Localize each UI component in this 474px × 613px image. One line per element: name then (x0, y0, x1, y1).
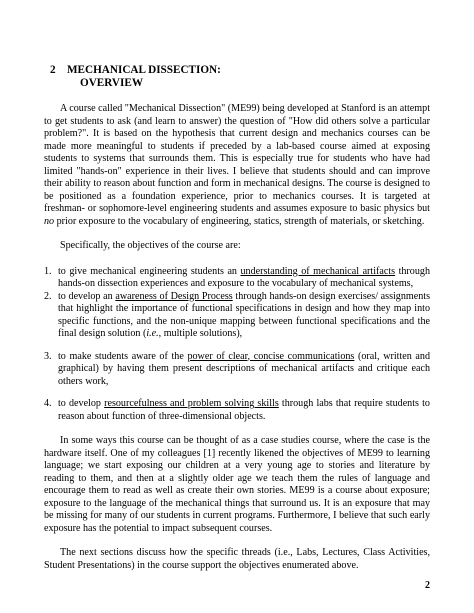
item-text: to make students aware of the (58, 350, 188, 362)
item-underlined: power of clear, concise communications (187, 350, 355, 362)
objectives-lead: Specifically, the objectives of the course are: (60, 240, 241, 251)
item-text: through labs that require students to reason about function of three-dimensional objects. (58, 398, 430, 422)
page-number: 2 (425, 580, 430, 591)
section-number: 2 (50, 64, 56, 76)
case-study-paragraph: In some ways this course can be thought of as a case studies course, where the case is the hardware itself. One of my colleagues [1] recently likened the objectives of ME99 to learning language; we start exposing our children at a very young age to stories and literature by reading to them, and then at a slightly older age we teach them the rules of language and encourage them to read as well as create their own stories. ME99 is a course about exposure; exposure to the language of the mechanical things that surround us. It is an exposure that may be missing for many of our students in current programs. Furthermore, I believe that such early exposure has the potential to impact subsequent courses. (44, 435, 430, 534)
intro-text-a: A course called "Mechanical Dissection" (ME99) being developed at Stanford is an attempt to get students to ask (and learn to answer) the question of "How did others solve a particular problem?". It is based on the hypothesis that current design and mechanics courses can be made more meaningful to students if preceded by a lab-based course aimed at exposing students to systems that surrounds them. This is especially true for students who have had limited "hands-on" experience in their lives. I believe that students should and can improve their ability to reason about function and form in mechanical designs. The course is designed to be positioned as a foundation experience, prior to mechanics courses. It is targeted at freshman- or sophomore-level engineering students and assumes exposure to basic physics but (44, 103, 430, 214)
objectives-list (44, 266, 430, 424)
item-text: through hands-on dissection experiences and exposure to the vocabulary of mechanical systems, (58, 265, 430, 289)
section-heading (50, 64, 430, 90)
list-item-number: 3. (44, 350, 52, 362)
list-item-number: 2. (44, 290, 52, 302)
item-underlined: resourcefulness and problem solving skills (104, 398, 279, 409)
list-item (44, 398, 430, 423)
intro-emphasis: no (44, 215, 55, 227)
list-item (44, 266, 430, 291)
list-item-number: 4. (44, 398, 52, 409)
item-text: to develop (58, 398, 105, 409)
list-item-text (58, 291, 430, 341)
list-item-text (58, 398, 430, 423)
list-item-number: 1. (44, 265, 52, 277)
item-emphasis: i.e. (146, 328, 159, 339)
item-text: through hands-on design exercises/ assignments that highlight the importance of functional specifications in design and how they map into specific functions, and the non-unique mapping between functional specifications and the final design solution ( (58, 290, 431, 339)
item-text: to develop an (58, 290, 116, 302)
item-underlined: understanding of mechanical artifacts (240, 265, 396, 277)
item-text: , multiple solutions), (158, 328, 243, 339)
section-title-line1: MECHANICAL DISSECTION: (67, 64, 221, 76)
list-item (44, 291, 430, 341)
item-underlined: awareness of Design Process (115, 290, 233, 302)
next-sections-paragraph: The next sections discuss how the specific threads (i.e., Labs, Lectures, Class Activities, Student Presentations) in the course support the objectives enumerated above. (44, 547, 430, 571)
section-title (67, 64, 221, 90)
list-item-text (58, 351, 430, 389)
section-title-line2: OVERVIEW (80, 77, 144, 89)
list-item (44, 351, 430, 389)
item-text: (oral, written and graphical) by having them present descriptions of mechanical artifacts and critique each others work, (58, 350, 430, 387)
list-item-text (58, 266, 430, 291)
intro-text-b: prior exposure to the vocabulary of engineering, statics, strength of materials, or sketching. (54, 215, 425, 227)
intro-paragraph (44, 103, 430, 228)
item-text: to give mechanical engineering students an (58, 265, 241, 277)
